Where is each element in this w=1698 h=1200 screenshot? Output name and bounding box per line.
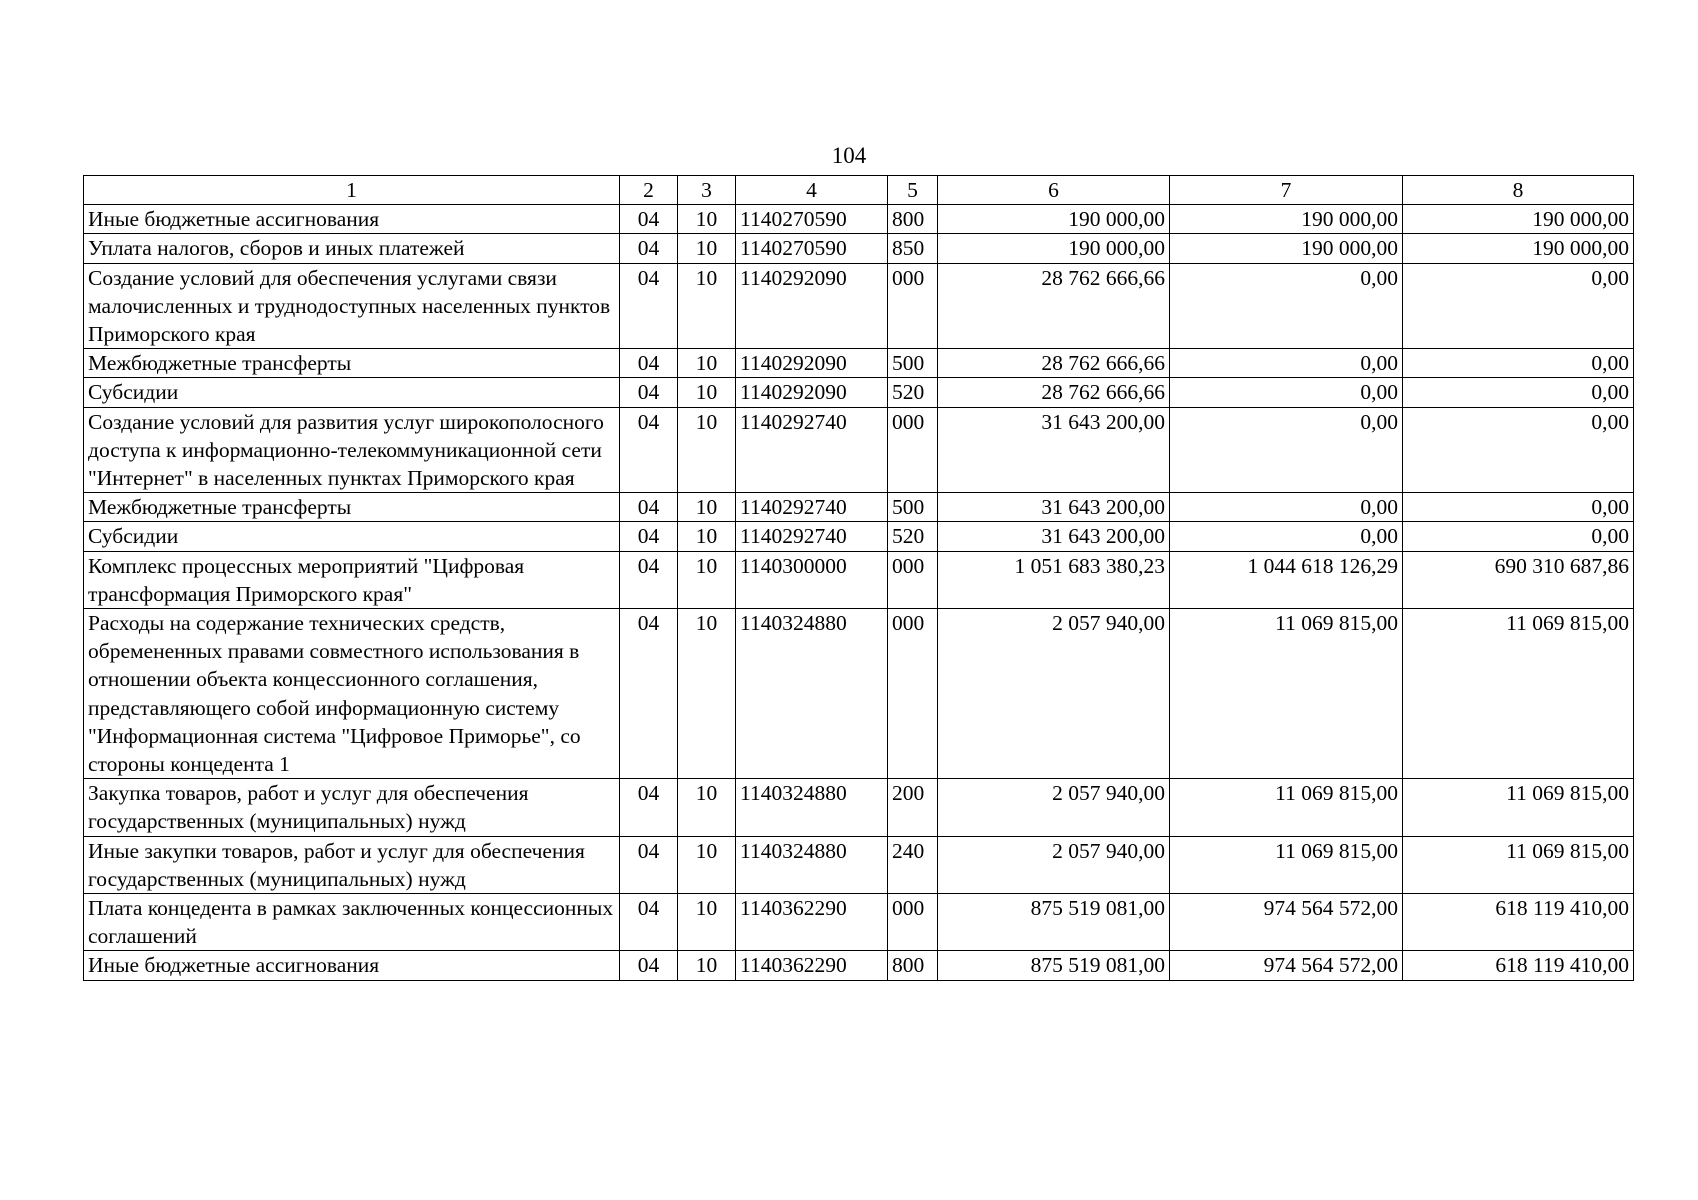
expense-name: Субсидии — [84, 378, 620, 407]
amount-col8: 0,00 — [1403, 407, 1634, 493]
amount-col6: 28 762 666,66 — [938, 378, 1170, 407]
expense-type-code: 000 — [888, 263, 938, 349]
subsection-code: 10 — [678, 493, 736, 522]
col-header-7: 7 — [1170, 176, 1403, 205]
section-code: 04 — [620, 493, 678, 522]
amount-col6: 2 057 940,00 — [938, 779, 1170, 836]
section-code: 04 — [620, 378, 678, 407]
amount-col8: 0,00 — [1403, 493, 1634, 522]
amount-col6: 2 057 940,00 — [938, 836, 1170, 893]
target-article-code: 1140362290 — [736, 951, 888, 980]
section-code: 04 — [620, 234, 678, 263]
amount-col6: 31 643 200,00 — [938, 522, 1170, 551]
table-row — [84, 609, 1634, 779]
subsection-code: 10 — [678, 894, 736, 951]
subsection-code: 10 — [678, 779, 736, 836]
col-header-6: 6 — [938, 176, 1170, 205]
amount-col7: 11 069 815,00 — [1170, 836, 1403, 893]
section-code: 04 — [620, 522, 678, 551]
target-article-code: 1140362290 — [736, 894, 888, 951]
col-header-1: 1 — [84, 176, 620, 205]
table-row — [84, 493, 1634, 522]
amount-col8: 0,00 — [1403, 349, 1634, 378]
subsection-code: 10 — [678, 205, 736, 234]
amount-col7: 11 069 815,00 — [1170, 779, 1403, 836]
table-row — [84, 779, 1634, 836]
amount-col6: 875 519 081,00 — [938, 951, 1170, 980]
section-code: 04 — [620, 609, 678, 779]
table-row — [84, 234, 1634, 263]
expense-type-code: 240 — [888, 836, 938, 893]
expense-name: Комплекс процессных мероприятий "Цифровая трансформация Приморского края" — [84, 551, 620, 608]
target-article-code: 1140292740 — [736, 522, 888, 551]
amount-col7: 0,00 — [1170, 407, 1403, 493]
target-article-code: 1140292740 — [736, 407, 888, 493]
table-row — [84, 836, 1634, 893]
amount-col8: 11 069 815,00 — [1403, 609, 1634, 779]
expense-name: Создание условий для развития услуг широкополосного доступа к информационно-телекоммуникационной сети "Интернет" в населенных пунктах Приморского края — [84, 407, 620, 493]
page-number: 104 — [831, 143, 867, 168]
table-row — [84, 349, 1634, 378]
amount-col7: 0,00 — [1170, 349, 1403, 378]
amount-col7: 0,00 — [1170, 378, 1403, 407]
amount-col8: 190 000,00 — [1403, 234, 1634, 263]
section-code: 04 — [620, 951, 678, 980]
target-article-code: 1140270590 — [736, 234, 888, 263]
expense-name: Расходы на содержание технических средств, обремененных правами совместного использования в отношении объекта концессионного соглашения, представляющего собой информационную систему "Информационная система "Цифровое Приморье", со стороны концедента 1 — [84, 609, 620, 779]
amount-col8: 11 069 815,00 — [1403, 779, 1634, 836]
expense-name: Иные бюджетные ассигнования — [84, 205, 620, 234]
amount-col7: 190 000,00 — [1170, 205, 1403, 234]
table-row — [84, 407, 1634, 493]
section-code: 04 — [620, 779, 678, 836]
amount-col6: 190 000,00 — [938, 205, 1170, 234]
amount-col7: 974 564 572,00 — [1170, 951, 1403, 980]
amount-col6: 190 000,00 — [938, 234, 1170, 263]
amount-col6: 31 643 200,00 — [938, 407, 1170, 493]
subsection-code: 10 — [678, 951, 736, 980]
amount-col7: 190 000,00 — [1170, 234, 1403, 263]
expense-type-code: 200 — [888, 779, 938, 836]
expense-name: Межбюджетные трансферты — [84, 493, 620, 522]
amount-col7: 0,00 — [1170, 522, 1403, 551]
amount-col6: 28 762 666,66 — [938, 263, 1170, 349]
amount-col7: 0,00 — [1170, 263, 1403, 349]
expense-type-code: 520 — [888, 378, 938, 407]
amount-col8: 11 069 815,00 — [1403, 836, 1634, 893]
expense-type-code: 800 — [888, 205, 938, 234]
expense-type-code: 000 — [888, 551, 938, 608]
amount-col8: 0,00 — [1403, 522, 1634, 551]
col-header-4: 4 — [736, 176, 888, 205]
budget-table — [83, 175, 1634, 981]
amount-col7: 11 069 815,00 — [1170, 609, 1403, 779]
expense-name: Межбюджетные трансферты — [84, 349, 620, 378]
subsection-code: 10 — [678, 349, 736, 378]
section-code: 04 — [620, 407, 678, 493]
section-code: 04 — [620, 894, 678, 951]
subsection-code: 10 — [678, 263, 736, 349]
expense-name: Уплата налогов, сборов и иных платежей — [84, 234, 620, 263]
amount-col8: 618 119 410,00 — [1403, 894, 1634, 951]
col-header-3: 3 — [678, 176, 736, 205]
expense-type-code: 000 — [888, 407, 938, 493]
section-code: 04 — [620, 836, 678, 893]
subsection-code: 10 — [678, 609, 736, 779]
table-row — [84, 263, 1634, 349]
amount-col6: 2 057 940,00 — [938, 609, 1170, 779]
amount-col8: 690 310 687,86 — [1403, 551, 1634, 608]
target-article-code: 1140324880 — [736, 779, 888, 836]
expense-type-code: 500 — [888, 493, 938, 522]
amount-col7: 974 564 572,00 — [1170, 894, 1403, 951]
amount-col8: 618 119 410,00 — [1403, 951, 1634, 980]
expense-type-code: 800 — [888, 951, 938, 980]
subsection-code: 10 — [678, 522, 736, 551]
section-code: 04 — [620, 263, 678, 349]
subsection-code: 10 — [678, 407, 736, 493]
expense-type-code: 520 — [888, 522, 938, 551]
col-header-2: 2 — [620, 176, 678, 205]
expense-name: Субсидии — [84, 522, 620, 551]
expense-type-code: 500 — [888, 349, 938, 378]
subsection-code: 10 — [678, 836, 736, 893]
amount-col6: 875 519 081,00 — [938, 894, 1170, 951]
expense-type-code: 000 — [888, 894, 938, 951]
header-row — [84, 176, 1634, 205]
section-code: 04 — [620, 551, 678, 608]
subsection-code: 10 — [678, 234, 736, 263]
target-article-code: 1140292090 — [736, 349, 888, 378]
table-row — [84, 551, 1634, 608]
amount-col7: 0,00 — [1170, 493, 1403, 522]
expense-name: Создание условий для обеспечения услугами связи малочисленных и труднодоступных населенных пунктов Приморского края — [84, 263, 620, 349]
col-header-8: 8 — [1403, 176, 1634, 205]
subsection-code: 10 — [678, 551, 736, 608]
amount-col6: 31 643 200,00 — [938, 493, 1170, 522]
amount-col8: 190 000,00 — [1403, 205, 1634, 234]
subsection-code: 10 — [678, 378, 736, 407]
section-code: 04 — [620, 349, 678, 378]
amount-col8: 0,00 — [1403, 263, 1634, 349]
amount-col8: 0,00 — [1403, 378, 1634, 407]
amount-col6: 1 051 683 380,23 — [938, 551, 1170, 608]
expense-name: Иные закупки товаров, работ и услуг для обеспечения государственных (муниципальных) нужд — [84, 836, 620, 893]
table-row — [84, 951, 1634, 980]
section-code: 04 — [620, 205, 678, 234]
target-article-code: 1140270590 — [736, 205, 888, 234]
expense-name: Иные бюджетные ассигнования — [84, 951, 620, 980]
table-row — [84, 522, 1634, 551]
table-row — [84, 205, 1634, 234]
table-row — [84, 894, 1634, 951]
amount-col7: 1 044 618 126,29 — [1170, 551, 1403, 608]
target-article-code: 1140324880 — [736, 609, 888, 779]
amount-col6: 28 762 666,66 — [938, 349, 1170, 378]
expense-name: Плата концедента в рамках заключенных концессионных соглашений — [84, 894, 620, 951]
expense-name: Закупка товаров, работ и услуг для обеспечения государственных (муниципальных) нужд — [84, 779, 620, 836]
target-article-code: 1140324880 — [736, 836, 888, 893]
table-row — [84, 378, 1634, 407]
target-article-code: 1140292740 — [736, 493, 888, 522]
expense-type-code: 850 — [888, 234, 938, 263]
target-article-code: 1140292090 — [736, 378, 888, 407]
col-header-5: 5 — [888, 176, 938, 205]
target-article-code: 1140300000 — [736, 551, 888, 608]
target-article-code: 1140292090 — [736, 263, 888, 349]
expense-type-code: 000 — [888, 609, 938, 779]
